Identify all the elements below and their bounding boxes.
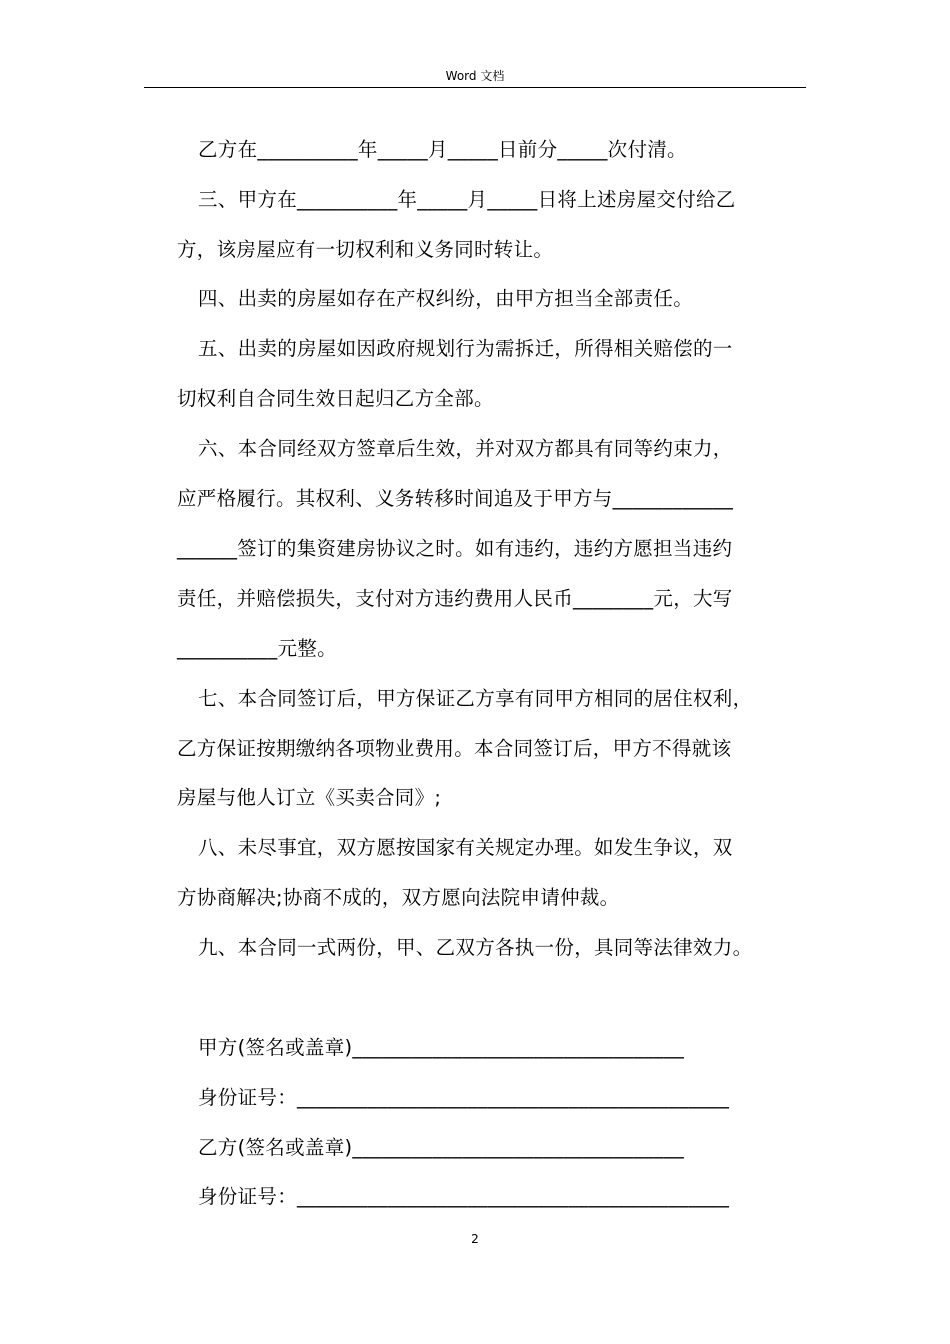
body-line: 八、未尽事宜，双方愿按国家有关规定办理。如发生争议，双 bbox=[198, 836, 733, 859]
body-line: 七、本合同签订后，甲方保证乙方享有同甲方相同的居住权利， bbox=[198, 687, 753, 710]
body-line: 方，该房屋应有一切权利和义务同时转让。 bbox=[177, 238, 554, 261]
header-divider bbox=[144, 87, 806, 88]
body-line: 乙方保证按期缴纳各项物业费用。本合同签订后，甲方不得就该 bbox=[177, 737, 732, 760]
body-line: 四、出卖的房屋如存在产权纠纷，由甲方担当全部责任。 bbox=[198, 287, 694, 310]
body-line: ______签订的集资建房协议之时。如有违约，违约方愿担当违约 bbox=[177, 537, 733, 560]
header-title: Word 文档 bbox=[445, 69, 505, 83]
body-line: 六、本合同经双方签章后生效，并对双方都具有同等约束力， bbox=[198, 437, 733, 460]
party-a-id-number-line: 身份证号：___________________________________________ bbox=[198, 1086, 730, 1109]
body-line: 应严格履行。其权利、义务转移时间追及于甲方与____________ bbox=[177, 487, 734, 510]
body-line: 责任，并赔偿损失，支付对方违约费用人民币________元，大写 bbox=[177, 587, 733, 610]
party-b-id-number-line: 身份证号：___________________________________________ bbox=[198, 1185, 730, 1208]
body-line: 三、甲方在__________年_____月_____日将上述房屋交付给乙 bbox=[198, 188, 736, 211]
body-line: 九、本合同一式两份，甲、乙双方各执一份，具同等法律效力。 bbox=[198, 936, 753, 959]
body-line: 五、出卖的房屋如因政府规划行为需拆迁，所得相关赔偿的一 bbox=[198, 337, 733, 360]
page-number: 2 bbox=[471, 1232, 479, 1246]
body-line: __________元整。 bbox=[177, 637, 337, 660]
body-line: 切权利自合同生效日起归乙方全部。 bbox=[177, 387, 494, 410]
body-line: 乙方在__________年_____月_____日前分_____次付清。 bbox=[198, 138, 687, 161]
party-b-signature-line: 乙方(签名或盖章)_________________________________ bbox=[198, 1136, 685, 1159]
body-line: 方协商解决;协商不成的，双方愿向法院申请仲裁。 bbox=[177, 886, 620, 909]
party-a-signature-line: 甲方(签名或盖章)_________________________________ bbox=[198, 1036, 685, 1059]
body-line: 房屋与他人订立《买卖合同》; bbox=[177, 786, 442, 809]
